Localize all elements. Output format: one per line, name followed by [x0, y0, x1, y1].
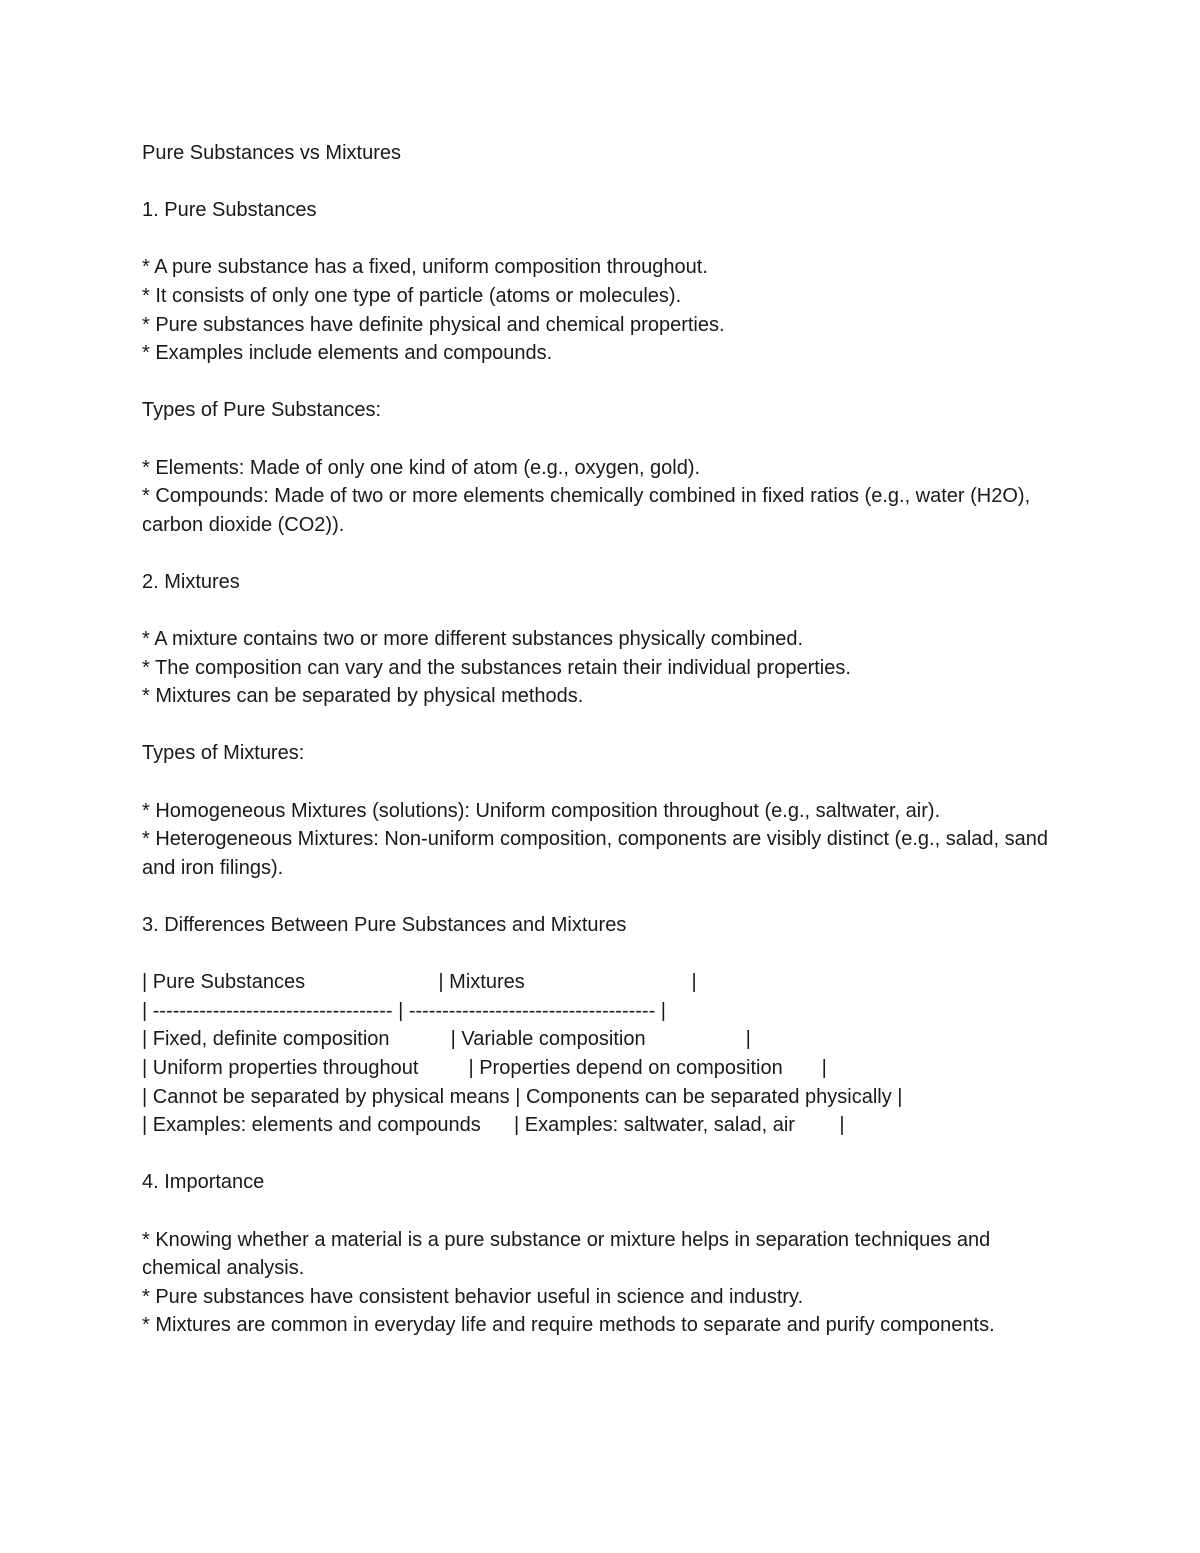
- spacer: [142, 225, 1067, 254]
- spacer: [142, 168, 1067, 197]
- spacer: [142, 1197, 1067, 1226]
- spacer: [142, 539, 1067, 568]
- section-1-type-item: * Compounds: Made of two or more elements chemically combined in fixed ratios (e.g., water (H2O), carbon dioxide (CO2)).: [142, 485, 1036, 536]
- comparison-table-row: | Fixed, definite composition | Variable composition |: [142, 1028, 751, 1051]
- section-2-types-heading: Types of Mixtures:: [142, 742, 305, 765]
- section-1-heading: 1. Pure Substances: [142, 199, 317, 222]
- document-title: Pure Substances vs Mixtures: [142, 142, 401, 164]
- section-2-heading: 2. Mixtures: [142, 570, 240, 593]
- section-2-bullet: * Mixtures can be separated by physical methods.: [142, 685, 584, 708]
- comparison-table-header-row: | Pure Substances | Mixtures |: [142, 971, 697, 994]
- section-4-bullet: * Knowing whether a material is a pure substance or mixture helps in separation techniques and chemical analysis.: [142, 1228, 996, 1280]
- section-4-bullet: * Mixtures are common in everyday life and require methods to separate and purify components.: [142, 1314, 995, 1337]
- spacer: [142, 1140, 1067, 1169]
- section-2-bullet: * The composition can vary and the substances retain their individual properties.: [142, 656, 851, 679]
- section-1-bullet: * It consists of only one type of particle (atoms or molecules).: [142, 284, 682, 307]
- comparison-table-separator-row: | ------------------------------------ | ------------------------------------- |: [142, 999, 667, 1022]
- section-2-type-item: * Homogeneous Mixtures (solutions): Uniform composition throughout (e.g., saltwater, air).: [142, 799, 941, 822]
- section-1-types-heading: Types of Pure Substances:: [142, 399, 382, 422]
- document-body: [142, 139, 1067, 1340]
- comparison-table-row: | Uniform properties throughout | Properties depend on composition |: [142, 1057, 827, 1079]
- spacer: [142, 768, 1067, 797]
- spacer: [142, 882, 1067, 911]
- section-3-heading: 3. Differences Between Pure Substances and Mixtures: [142, 914, 627, 937]
- section-1-bullet: * A pure substance has a fixed, uniform composition throughout.: [142, 256, 708, 279]
- spacer: [142, 711, 1067, 740]
- spacer: [142, 368, 1067, 397]
- spacer: [142, 597, 1067, 626]
- section-2-type-item: * Heterogeneous Mixtures: Non-uniform composition, components are visibly distinct (e.g., salad, sand and iron filings).: [142, 828, 1054, 879]
- section-1-type-item: * Elements: Made of only one kind of atom (e.g., oxygen, gold).: [142, 456, 701, 479]
- comparison-table-row: | Examples: elements and compounds | Examples: saltwater, salad, air |: [142, 1114, 845, 1137]
- section-1-bullet: * Examples include elements and compounds.: [142, 342, 553, 365]
- comparison-table-row: | Cannot be separated by physical means | Components can be separated physically |: [142, 1085, 903, 1108]
- section-4-bullet: * Pure substances have consistent behavior useful in science and industry.: [142, 1285, 804, 1308]
- spacer: [142, 425, 1067, 454]
- section-4-heading: 4. Importance: [142, 1171, 265, 1194]
- section-1-bullet: * Pure substances have definite physical and chemical properties.: [142, 313, 725, 336]
- section-2-bullet: * A mixture contains two or more different substances physically combined.: [142, 628, 804, 651]
- spacer: [142, 940, 1067, 969]
